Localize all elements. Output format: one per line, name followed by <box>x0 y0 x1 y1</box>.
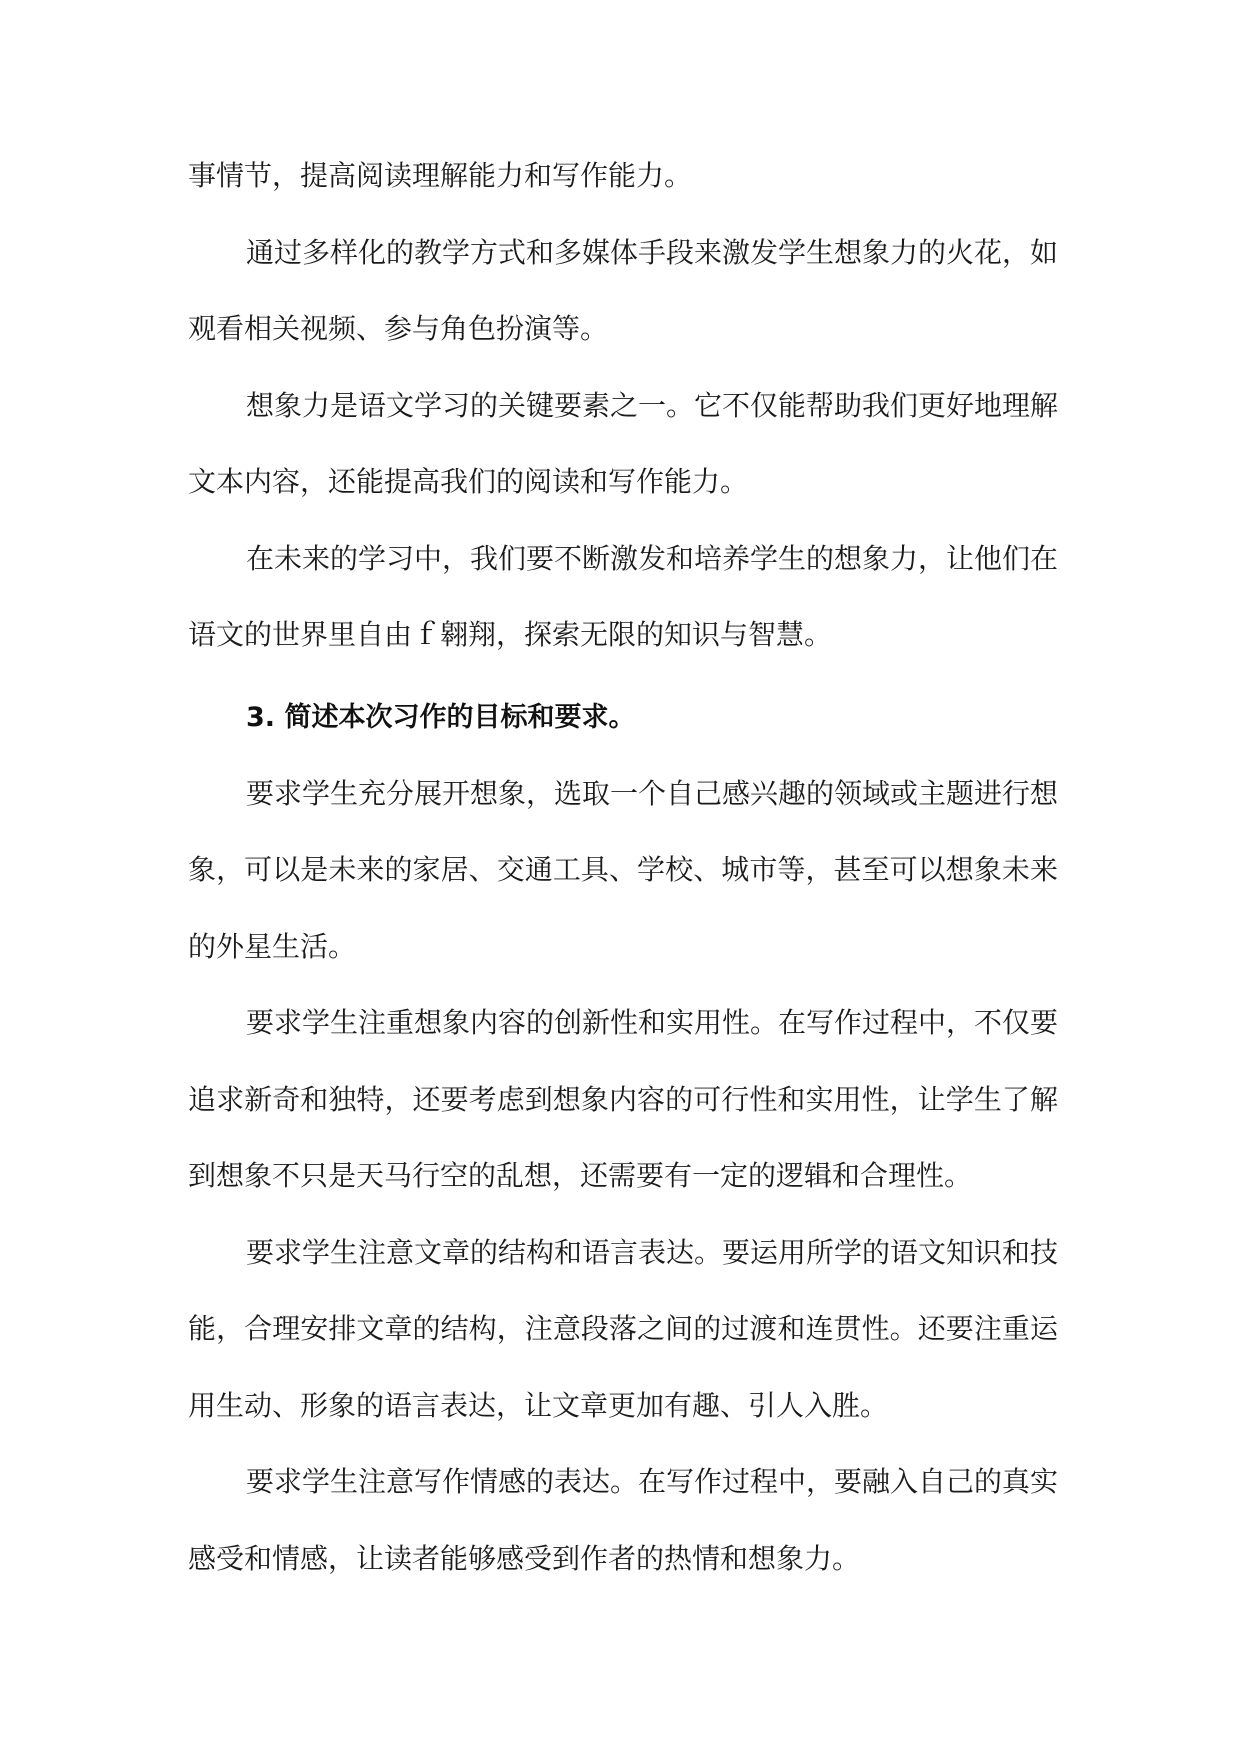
paragraph-teaching-methods: 通过多样化的教学方式和多媒体手段来激发学生想象力的火花，如观看相关视频、参与角色扮演等。 <box>188 235 1059 345</box>
document-body <box>188 138 1058 1597</box>
paragraph-imagination-key: 想象力是语文学习的关键要素之一。它不仅能帮助我们更好地理解文本内容，还能提高我们的阅读和写作能力。 <box>188 388 1059 498</box>
section-heading: 3. 简述本次习作的目标和要求。 <box>246 701 636 733</box>
paragraph-future-learning: 在未来的学习中，我们要不断激发和培养学生的想象力，让他们在语文的世界里自由ｆ翱翔，探索无限的知识与智慧。 <box>188 541 1059 651</box>
paragraph-requirement-structure: 要求学生注意文章的结构和语言表达。要运用所学的语文知识和技能，合理安排文章的结构，注意段落之间的过渡和连贯性。还要注重运用生动、形象的语言表达，让文章更加有趣、引人入胜。 <box>188 1235 1059 1422</box>
paragraph-requirement-emotion: 要求学生注意写作情感的表达。在写作过程中，要融入自己的真实感受和情感，让读者能够感受到作者的热情和想象力。 <box>188 1465 1059 1575</box>
paragraph-continuation: 事情节，提高阅读理解能力和写作能力。 <box>188 159 693 192</box>
paragraph-requirement-imagine: 要求学生充分展开想象，选取一个自己感兴趣的领域或主题进行想象，可以是未来的家居、交通工具、学校、城市等，甚至可以想象未来的外星生活。 <box>188 776 1059 963</box>
paragraph-requirement-innovation: 要求学生注重想象内容的创新性和实用性。在写作过程中，不仅要追求新奇和独特，还要考虑到想象内容的可行性和实用性，让学生了解到想象不只是天马行空的乱想，还需要有一定的逻辑和合理性。 <box>188 1006 1059 1192</box>
